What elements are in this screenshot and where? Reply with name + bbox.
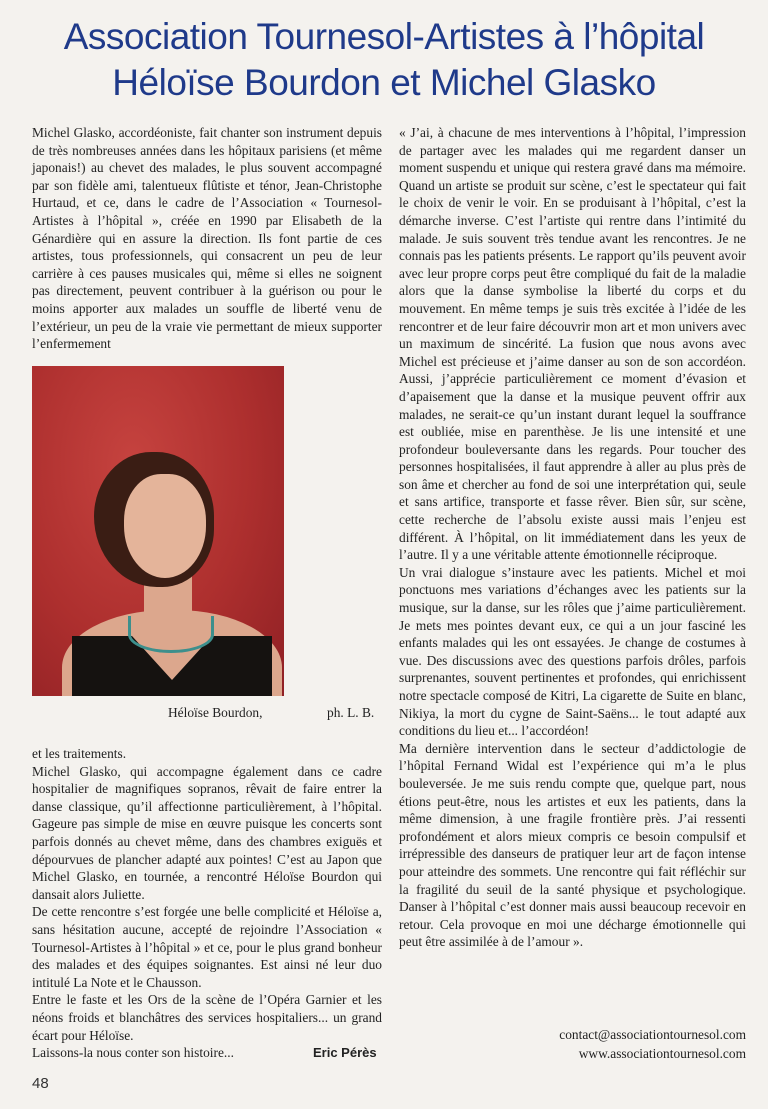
left-paragraph-5: Laissons-la nous conter son histoire... (32, 1045, 234, 1061)
left-column-bottom (32, 745, 382, 1062)
photo-caption-credit: ph. L. B. (327, 705, 375, 720)
photo-face (124, 474, 206, 578)
contact-email[interactable]: contact@associationtournesol.com (559, 1027, 746, 1042)
left-paragraph-4: Entre le faste et les Ors de la scène de l’Opéra Garnier et les néons froids et blanchâtres des services hospitaliers... un grand écart pour Héloïse. (32, 992, 382, 1043)
right-paragraph-1: « J’ai, à chacune de mes interventions à l’hôpital, l’impression de partager avec les malades qui me regardent danser un moment suspendu et unique qui restera gravé dans ma mémoire. Quand un artiste se produit sur scène, c’est le spectateur qui fait le choix de venir le voir. En se produisant à l’hôpital, c’est la démarche inverse. C’est l’artiste qui rentre dans l’intimité du malade. Je suis souvent très tendue avant les rencontres. Je ne connais pas les patients présents. Le rapport qu’ils peuvent avoir avec leur propre corps peut être compliqué du fait de la maladie alors que la danse symbolise la liberté du corps et du mouvement. En même temps je suis très excitée à l’idée de les rencontrer et de leur faire découvrir mon art et mon univers avec un maximum de sincérité. La fusion que nous avons avec Michel est précieuse et j’aime danser au son de son accordéon. Aussi, j’apprécie particulièrement ce moment d’évasion et d’apaisement que la danse et la musique peuvent offrir aux malades, ne serait-ce qu’un instant durant lequel la souffrance est oubliée, mise en parenthèse. Je lis une intensité et une profondeur bouleversante dans les regards. Pour toucher des personnes hospitalisées, il faut apprendre à aller au plus près de son âme et chercher au fond de soi une interprétation qui, seule et sans artifice, transporte et fasse rêver. Bien sûr, sur scène, cette recherche de l’absolu existe aussi mais l’enjeu est différent. À l’hôpital, on lit immédiatement dans les yeux de l’autre. Il y a une véritable attente émotionnelle réciproque. (399, 125, 746, 563)
page-number: 48 (32, 1075, 49, 1092)
contact-website[interactable]: www.associationtournesol.com (578, 1046, 746, 1061)
author-signature: Eric Pérès (313, 1045, 377, 1060)
left-paragraph-continued: et les traitements. (32, 746, 127, 761)
right-paragraph-3: Ma dernière intervention dans le secteur d’addictologie de l’hôpital Fernand Widal est l’expérience qui m’a le plus bouleversée. Je me suis rendu compte que, quelque part, nous étions peut-être, nous les artistes et eux les patients, dans la même dimension, à une fragile frontière près. J’ai ressenti profondément et alors mieux compris ce besoin compulsif et irrépressible des danseurs de pratiquer leur art de façon intense pour atteindre des sommets. Une rencontre qui fait réfléchir sur la fragilité du seuil de la santé physique et psychologique. Danser à l’hôpital c’est donner mais aussi beaucoup recevoir en retour. Cela provoque en moi une décharge émotionnelle qui peut être assimilée à de l’amour ». (399, 740, 746, 950)
article-title (0, 14, 768, 106)
contact-block (559, 1025, 746, 1063)
right-column (399, 124, 746, 951)
right-paragraph-2: Un vrai dialogue s’instaure avec les patients. Michel et moi ponctuons mes variations d’échanges avec les patients sur la musique, sur la danse, sur les rôles que j’aime particulièrement. Je mets mes pointes devant eux, ce qui a un jour fasciné les enfants malades qui les ont essayées. Je change de costumes à vue. Des discussions avec des questions parfois drôles, parfois surprenantes, souvent pertinentes et profondes, qui enrichissent notre spectacle composé de Kitri, La cigarette de Suite en blanc, Nikiya, la mort du cygne de Saint-Saëns... le tout adapté aux conditions du lieu et... l’accordéon! (399, 564, 746, 739)
left-column-top (32, 124, 382, 353)
title-line-1: Association Tournesol-Artistes à l’hôpital (63, 16, 705, 57)
left-paragraph-3: De cette rencontre s’est forgée une belle complicité et Héloïse a, sans hésitation aucune, accepté de rejoindre l’Association « Tournesol-Artistes à l’hôpital » et ce, pour le plus grand bonheur des malades et des équipes soignantes. Est ainsi né leur duo intitulé La Note et le Chausson. (32, 904, 382, 990)
left-paragraph-1: Michel Glasko, accordéoniste, fait chanter son instrument depuis de très nombreuses années dans les hôpitaux parisiens (et même japonais!) au chevet des malades, le plus souvent accompagné par son fidèle ami, talentueux flûtiste et ténor, Jean-Christophe Hurtaud, et ce, dans le cadre de l’Association « Tournesol-Artistes à l’hôpital », créée en 1990 par Elisabeth de la Génardière qui en assure la direction. Ils font partie de ces artistes, tous professionnels, qui consacrent un peu de leur carrière à ces pauses musicales qui, même si elles ne soignent pas directement, peuvent contribuer à la guérison ou pour le moins apporter aux malades un souffle de liberté venu de l’extérieur, un peu de la vraie vie permettant de mieux supporter l’enfermement (32, 125, 382, 352)
photo-caption-name: Héloïse Bourdon, (168, 705, 263, 720)
photo-necklace (128, 616, 214, 653)
title-line-2: Héloïse Bourdon et Michel Glasko (112, 62, 656, 103)
portrait-photo (32, 366, 284, 696)
left-paragraph-2: Michel Glasko, qui accompagne également dans ce cadre hospitalier de magnifiques sopranos, rêvait de faire entrer la danse classique, qu’il affectionne particulièrement, à l’hôpital. Gageure pas simple de mise en œuvre puisque les concerts sont parfois donnés au chevet même, dans des chambres exiguës et dépourvues de plancher adapté aux pointes! C’est au Japon que Michel Glasko, en tournée, a rencontré Héloïse Bourdon qui dansait alors Juliette. (32, 763, 382, 902)
